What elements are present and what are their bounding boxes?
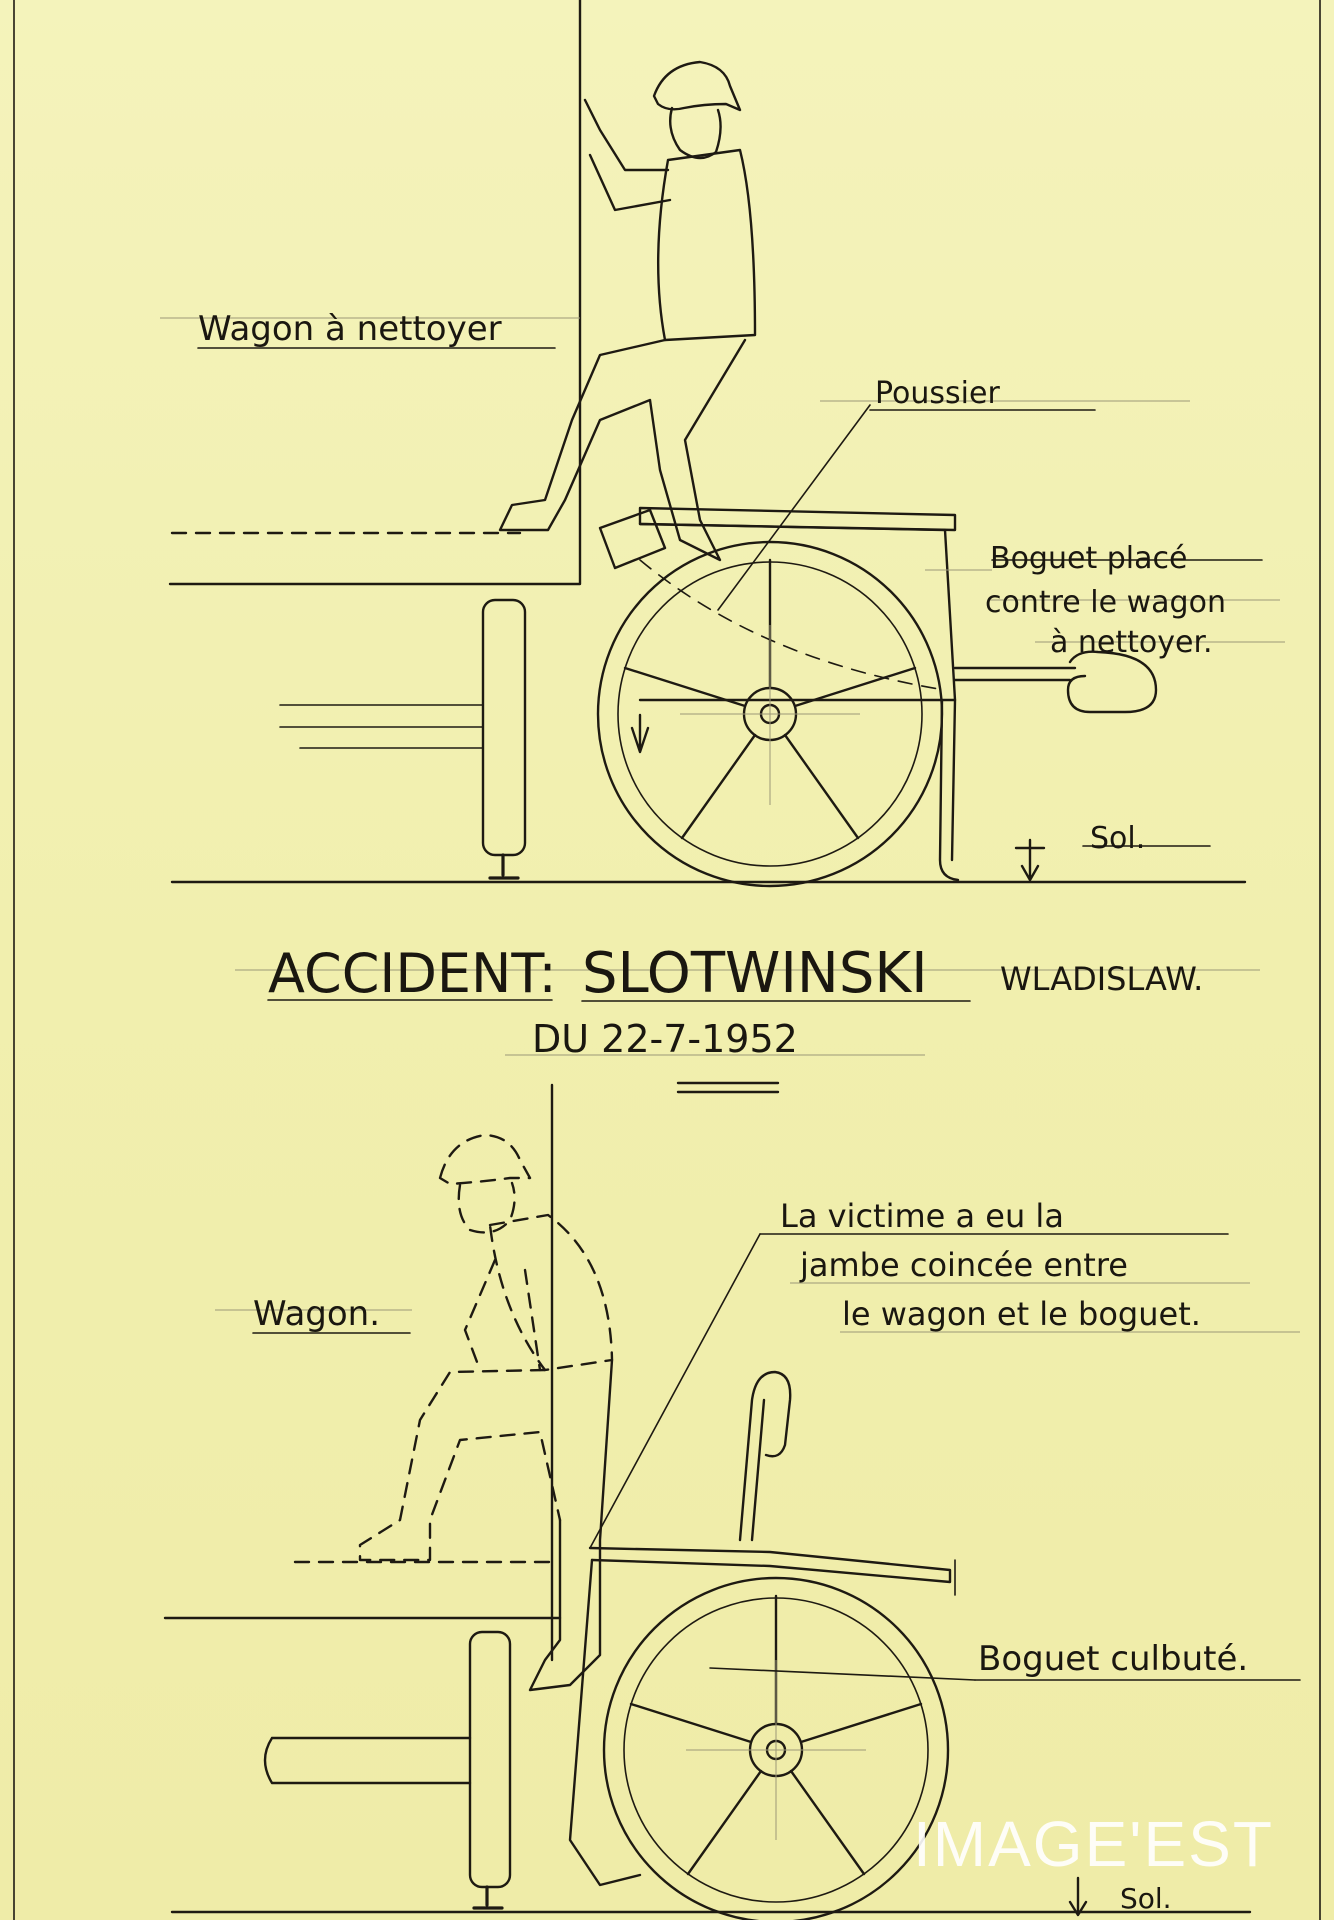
label-wagon-bottom: Wagon. [253, 1294, 381, 1334]
leader-boguet-bottom [710, 1668, 975, 1680]
cart-handle-top [955, 652, 1156, 712]
rail-bottom [474, 1887, 502, 1908]
leader-poussier [718, 405, 870, 610]
bottom-scene [165, 1085, 1300, 1920]
leg-left-bottom [360, 1370, 560, 1560]
arm-bottom [465, 1260, 540, 1370]
leg-trapped [530, 1360, 612, 1690]
buffer-top [483, 600, 525, 855]
man-stuck [360, 1135, 612, 1690]
label-sol-top: Sol. [1090, 821, 1146, 856]
label-wagon-a-nettoyer: Wagon à nettoyer [198, 309, 502, 349]
label-sol-bottom: Sol. [1120, 1882, 1172, 1915]
top-scene [160, 0, 1285, 886]
leader-victim [590, 1234, 760, 1548]
title-date: DU 22-7-1952 [532, 1017, 798, 1061]
man-climbing [500, 62, 755, 560]
buffer-bottom [470, 1632, 510, 1887]
hat-top [654, 62, 740, 110]
sol-marker-top [1016, 840, 1044, 880]
buffer-shaft-bottom [265, 1738, 470, 1783]
label-victim-3: le wagon et le boguet. [842, 1295, 1201, 1333]
label-victim-2: jambe coincée entre [800, 1246, 1128, 1284]
label-boguet-1: Boguet placé [990, 541, 1188, 576]
arm-top [585, 100, 670, 210]
torso-top [658, 150, 755, 340]
watermark-logo: IMAGE'EST [913, 1808, 1274, 1880]
cart-bottom-rim [590, 1548, 950, 1582]
sol-marker-bottom [1070, 1878, 1086, 1915]
label-victim-1: La victime a eu la [780, 1197, 1064, 1235]
label-boguet-culbute: Boguet culbuté. [978, 1639, 1249, 1679]
dust-line [640, 560, 945, 690]
wagon-outline [170, 0, 580, 584]
title-accident: ACCIDENT: [268, 942, 557, 1005]
title-first-name: WLADISLAW. [1000, 960, 1204, 998]
boguet-cart-bottom [570, 1372, 955, 1920]
dust-arrow [632, 715, 648, 752]
label-boguet-3: à nettoyer. [1050, 625, 1213, 660]
cart-leg-top [940, 700, 958, 880]
head-bottom [459, 1183, 515, 1232]
cart-handle-bottom [740, 1372, 790, 1540]
label-boguet-2: contre le wagon [985, 585, 1226, 620]
label-poussier: Poussier [875, 376, 1000, 411]
legs-top [500, 340, 745, 560]
cart-lip [600, 510, 665, 568]
head-top [670, 108, 720, 158]
hat-bottom [440, 1135, 530, 1184]
rail-top [490, 855, 518, 878]
title-name: SLOTWINSKI [582, 941, 928, 1006]
